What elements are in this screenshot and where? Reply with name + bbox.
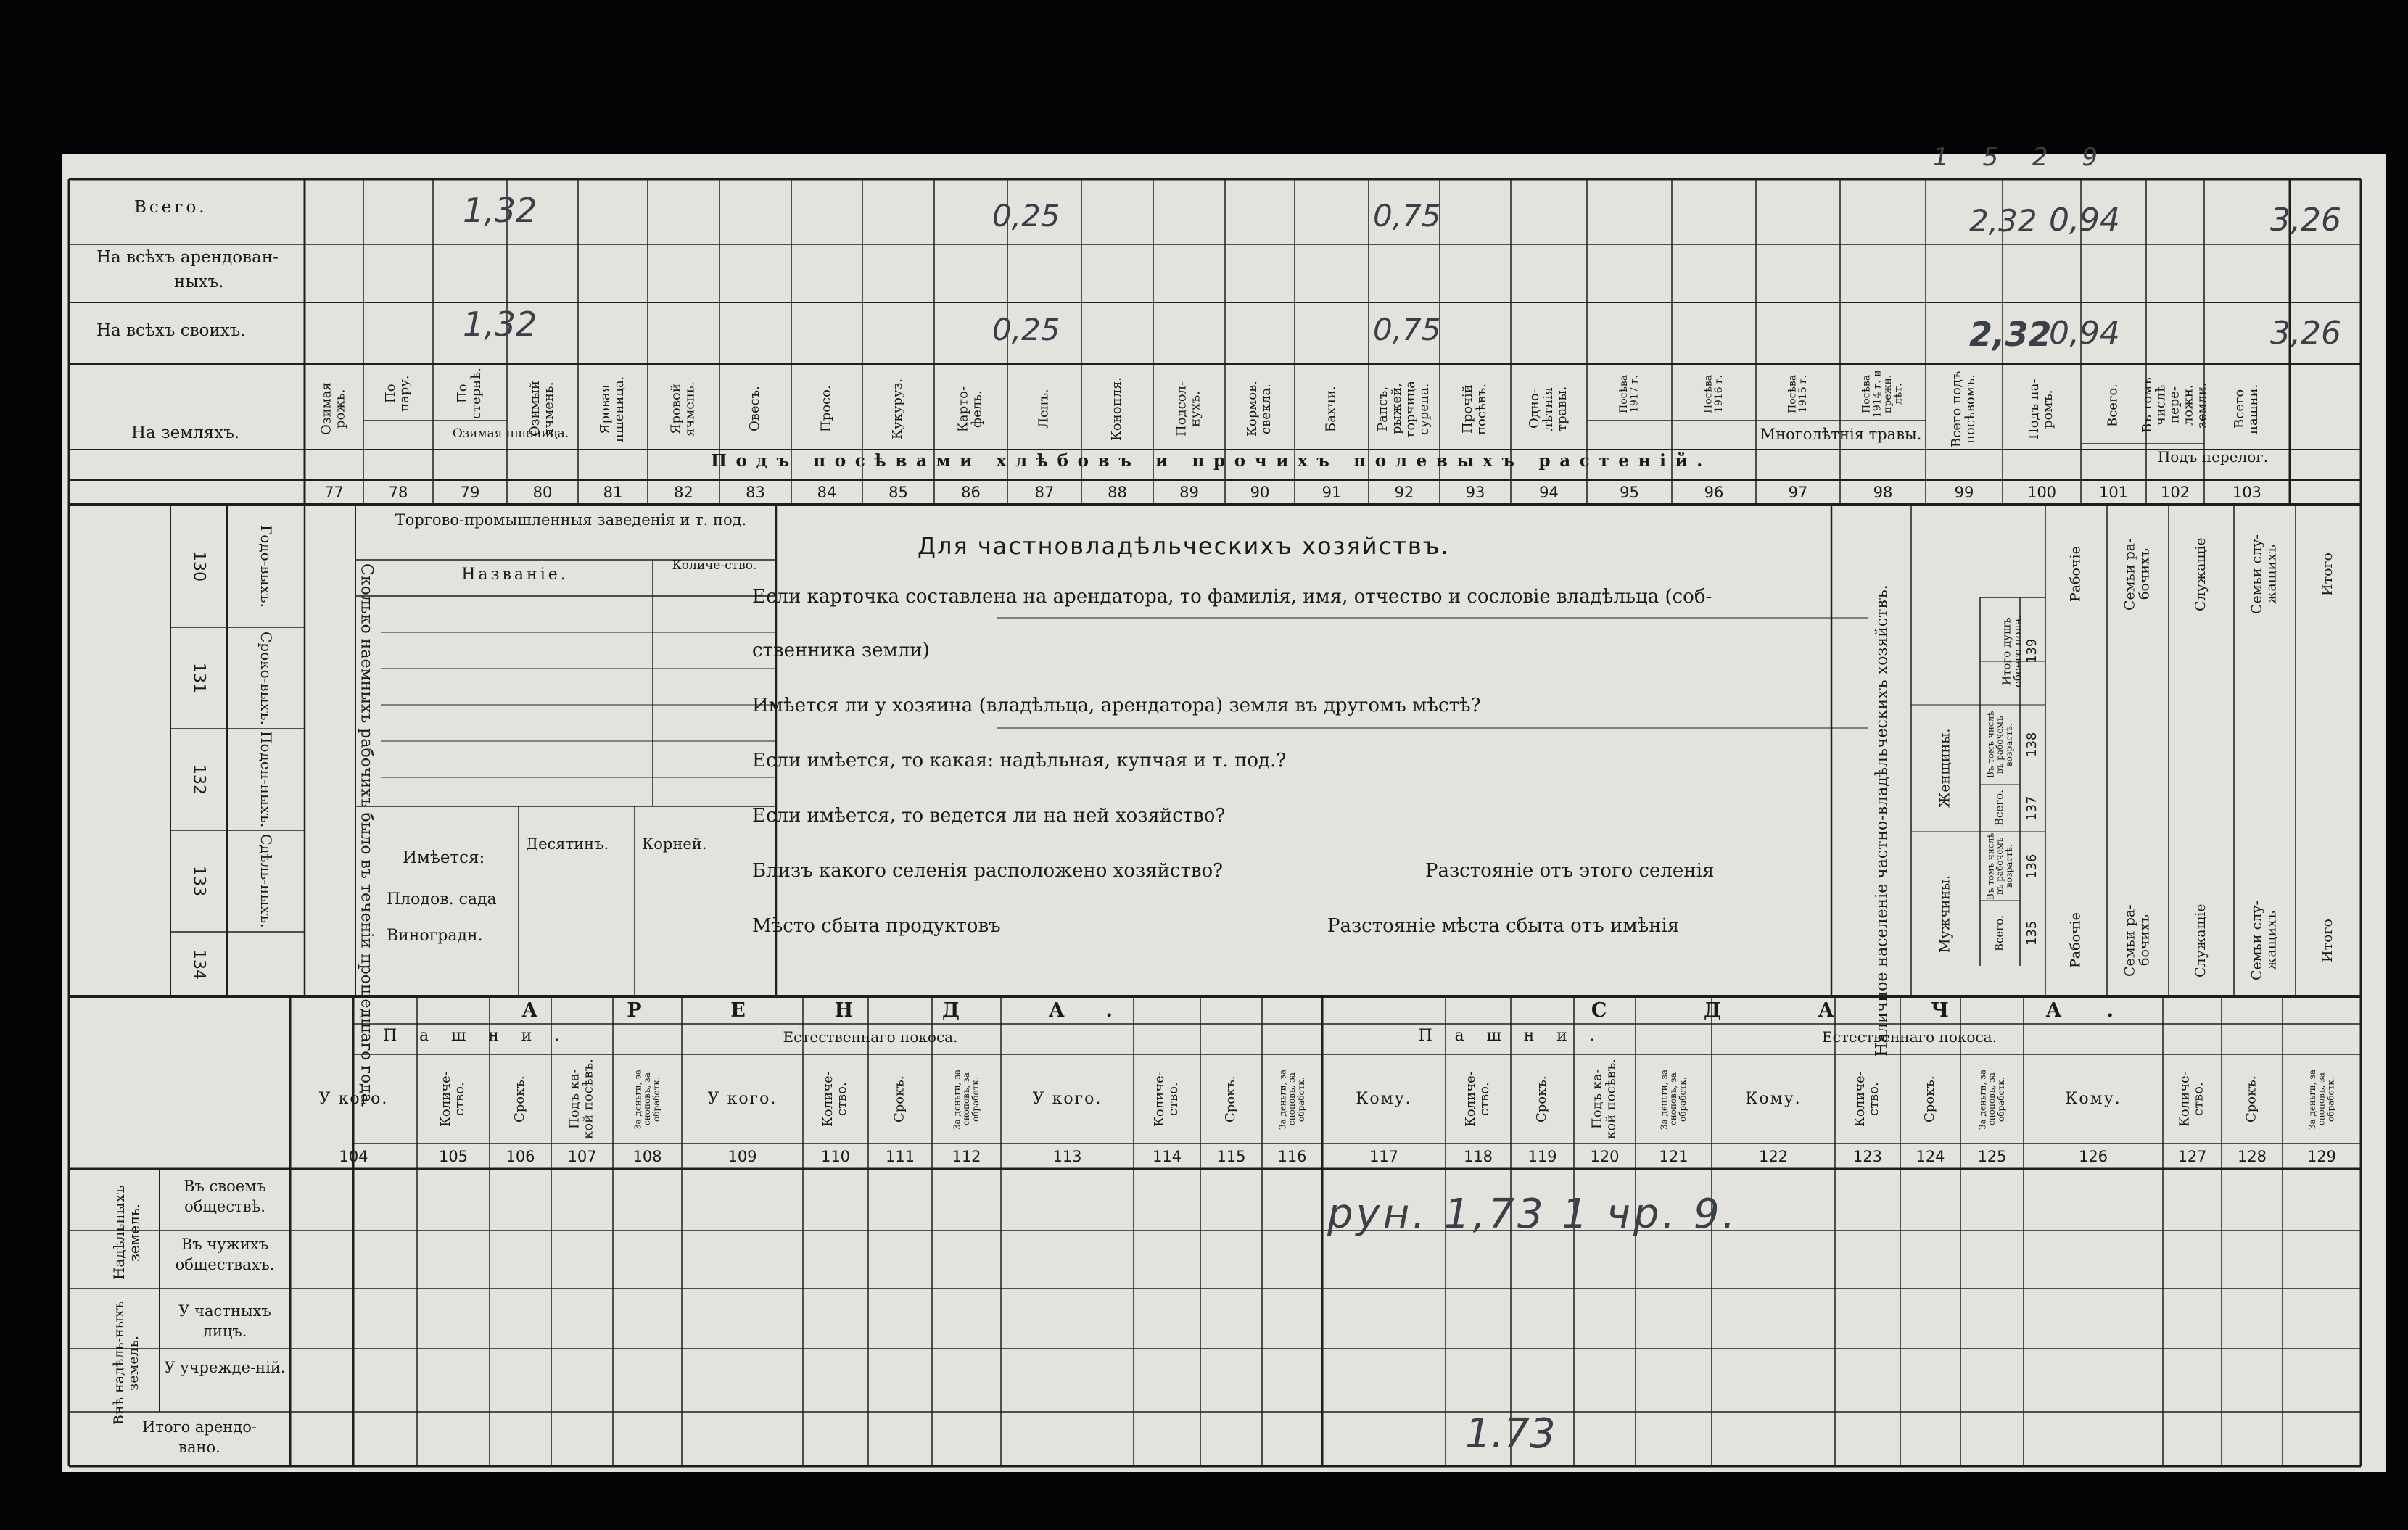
column-number: 99 — [1954, 484, 1974, 501]
lease-column-number: 106 — [506, 1148, 535, 1165]
lease-column-number: 113 — [1052, 1148, 1082, 1165]
crop-column-header: Овесъ. — [747, 386, 763, 432]
lease-column-number: 126 — [2078, 1148, 2108, 1165]
row-institutions: У учрежде-ній. — [164, 1359, 286, 1376]
private-line-6: Близъ какого селенія расположено хозяйство? — [752, 860, 1224, 882]
column-number: 103 — [2232, 484, 2262, 501]
hired-row-number: 132 — [189, 764, 208, 795]
crop-column-header: Конопля. — [1109, 376, 1125, 442]
pop-column-number: 136 — [2024, 853, 2040, 879]
private-line-8: Мѣсто сбыта продуктовъ — [752, 915, 1001, 937]
row-label-rented: На всѣхъ арендован- — [96, 248, 279, 267]
crop-column-header: По пару. — [383, 375, 412, 413]
crop-column-header: По стернѣ. — [455, 368, 484, 420]
private-line-3: Имѣется ли у хозяина (владѣльца, арендатора) земля въ другомъ мѣстѣ? — [752, 695, 1481, 716]
pop-column-number: 138 — [2024, 732, 2040, 758]
hired-row-label — [227, 932, 305, 996]
column-number: 95 — [1620, 484, 1639, 501]
hired-row-label: Поден-ныхъ. — [257, 731, 275, 828]
crop-column-header: Прочій посѣвъ. — [1460, 383, 1489, 435]
lease-column-header: Срокъ. — [1223, 1075, 1239, 1123]
hired-row-number: 134 — [189, 948, 208, 980]
row-other-society: Въ чужихъ обществахъ. — [175, 1236, 275, 1274]
lease-column-number: 127 — [2177, 1148, 2207, 1165]
lease-column-number: 111 — [885, 1148, 915, 1165]
private-line-1: Если карточка составлена на арендатора, то фамилія, имя, отчество и сословіе владѣльца (соб- — [752, 586, 1712, 608]
pop-men-total: Всего. — [1992, 915, 2006, 951]
column-number: 97 — [1788, 484, 1808, 501]
column-number: 86 — [961, 484, 981, 501]
lease-column-number: 109 — [727, 1148, 757, 1165]
crop-column-header: Подъ па-ромъ. — [2026, 379, 2056, 439]
column-number: 93 — [1465, 484, 1485, 501]
private-line-2: ственника земли) — [752, 640, 930, 661]
lease-column-header: У кого. — [707, 1090, 778, 1108]
non-nadel-group-label: Внѣ надѣль-ныхъ земель. — [111, 1301, 141, 1426]
pop-women-total: Всего. — [1992, 790, 2006, 827]
lease-column-number: 120 — [1590, 1148, 1620, 1165]
column-number: 87 — [1034, 484, 1055, 501]
staff-column-header: Семьи ра-бочихъ — [2122, 538, 2153, 611]
arenda-title: А Р Е Н Д А. — [521, 999, 1154, 1022]
staff-column-header: Семьи слу-жащихъ — [2248, 534, 2280, 614]
handwritten-sown-total: 2,32 — [1969, 203, 2037, 239]
staff-column-header: Служащіе — [2193, 903, 2209, 977]
row-own-society: Въ своемъ обществѣ. — [184, 1178, 266, 1216]
trade-vineyard: Виноградн. — [387, 927, 483, 945]
lease-column-number: 117 — [1369, 1148, 1399, 1165]
pop-column-number: 137 — [2024, 795, 2040, 821]
pop-men-workers: Въ томъ числѣ въ рабочемъ возрастѣ. — [1985, 832, 2014, 900]
population-label: Наличное населеніе частно-владѣльческихъ хозяйствъ. — [1873, 584, 1892, 1057]
handwritten-arable-own: 3,26 — [2270, 315, 2341, 352]
column-number: 78 — [388, 484, 408, 501]
handwritten-fallow-total: 0,94 — [2049, 202, 2120, 239]
lease-column-header: Кому. — [1356, 1090, 1412, 1108]
lease-column-header: У кого. — [1032, 1090, 1102, 1108]
lease-column-header: За деньги, за сноповъ, за обработк. — [1977, 1069, 2006, 1130]
staff-column-header: Рабочіе — [2067, 912, 2084, 969]
column-number: 96 — [1704, 484, 1724, 501]
nadel-group-label: Надѣльныхъ земель. — [110, 1185, 143, 1281]
crop-column-header: Посѣва 1917 г. — [1617, 374, 1641, 413]
lease-column-header: У кого. — [318, 1090, 389, 1108]
crop-column-header: Кукуруз. — [890, 379, 906, 440]
lease-column-header: Кому. — [2065, 1090, 2122, 1108]
handwritten-arable-total: 3,26 — [2270, 202, 2341, 239]
column-number: 81 — [603, 484, 623, 501]
lease-column-header: За деньги, за сноповъ, за обработк. — [1277, 1069, 1306, 1130]
lease-column-number: 108 — [632, 1148, 662, 1165]
group-label-fallow: Подъ перелог. — [2157, 448, 2269, 466]
private-line-4: Если имѣется, то какая: надѣльная, купчая и т. под.? — [752, 750, 1287, 772]
staff-column-header: Рабочіе — [2067, 546, 2084, 603]
crop-column-header: Бахчи. — [1323, 386, 1339, 432]
lease-column-number: 115 — [1216, 1148, 1246, 1165]
column-number: 80 — [532, 484, 553, 501]
lease-column-number: 110 — [820, 1148, 851, 1165]
handwritten-total-value: 1.73 — [1465, 1410, 1556, 1457]
crop-column-header: Всего подъ посѣвомъ. — [1949, 371, 1978, 447]
hired-workers-label: Сколько наемныхъ рабочихъ было въ теченіи прошедшаго года. — [357, 563, 376, 1108]
group-label-under-crops: Подъ посѣвами хлѣбовъ и прочихъ полевыхъ растеній. — [711, 451, 1712, 471]
census-card — [62, 143, 2386, 1472]
handwritten-row-value: рун. 1,73 1 чр. 9. — [1327, 1191, 1739, 1238]
crop-column-header: Яровая пшеница. — [598, 376, 627, 442]
crop-column-header: Кормов. свекла. — [1245, 381, 1274, 437]
crop-column-header: Карто-фель. — [955, 386, 985, 432]
lease-column-number: 125 — [1977, 1148, 2007, 1165]
trade-has-label: Имѣется: — [403, 848, 485, 867]
staff-column-header: Итого — [2320, 919, 2336, 962]
handwritten-melon-total: 0,75 — [1373, 198, 1441, 233]
hired-row-label: Сроко-выхъ. — [257, 631, 275, 725]
private-line-5: Если имѣется, то ведется ли на ней хозяйство? — [752, 805, 1226, 827]
lease-column-number: 112 — [952, 1148, 981, 1165]
group-label-perennial: Многолѣтнія травы. — [1760, 426, 1922, 443]
lease-column-number: 104 — [339, 1148, 368, 1165]
column-number: 82 — [674, 484, 693, 501]
lease-column-header: Количе-ство. — [1152, 1071, 1181, 1128]
trade-orchard: Плодов. сада — [387, 890, 497, 909]
column-number: 77 — [324, 484, 344, 501]
pop-men: Мужчины. — [1937, 874, 1953, 954]
lease-column-header: За деньги, за сноповъ, за обработк. — [632, 1069, 661, 1130]
crop-column-header: Всего пашни. — [2232, 384, 2261, 434]
handwritten-rye-own: 1,32 — [463, 305, 537, 344]
row-label-land: На земляхъ. — [131, 423, 240, 442]
lease-column-number: 124 — [1916, 1148, 1945, 1165]
crop-column-header: Посѣва 1915 г. — [1786, 374, 1809, 413]
pop-women: Женщины. — [1937, 728, 1953, 809]
lease-column-header: Кому. — [1745, 1090, 1802, 1108]
lease-column-header: Срокъ. — [891, 1075, 907, 1123]
lease-column-number: 107 — [567, 1148, 597, 1165]
lease-column-header: Количе-ство. — [2177, 1071, 2206, 1128]
crop-column-header: Въ томъ числѣ пере-ложн. земли. — [2139, 377, 2210, 434]
trade-name-header: Названіе. — [461, 566, 569, 584]
hired-row-number: 133 — [189, 866, 208, 896]
crop-column-header: Одно-лѣтнія травы. — [1527, 386, 1570, 432]
lease-column-number: 128 — [2237, 1148, 2267, 1165]
sdacha-arable: Пашни. — [1418, 1027, 1617, 1045]
pop-column-number: 139 — [2024, 638, 2040, 664]
crop-column-header: Ленъ. — [1036, 389, 1052, 429]
lease-column-header: За деньги, за сноповъ, за обработк. — [1659, 1069, 1688, 1130]
pop-total-souls: Итого душъ обоего пола. — [2000, 615, 2024, 687]
lease-column-number: 123 — [1852, 1148, 1883, 1165]
column-number: 94 — [1539, 484, 1559, 501]
lease-column-header: Срокъ. — [1922, 1075, 1938, 1123]
lease-column-number: 121 — [1659, 1148, 1689, 1165]
staff-column-header: Семьи ра-бочихъ — [2122, 904, 2153, 977]
staff-column-header: Служащіе — [2193, 537, 2209, 611]
row-label-own: На всѣхъ своихъ. — [96, 321, 246, 340]
private-title: Для частновладѣльческихъ хозяйствъ. — [918, 532, 1450, 560]
private-line-7: Разстояніе отъ этого селенія — [1425, 860, 1715, 882]
trade-roots: Корней. — [642, 835, 707, 853]
lease-column-number: 119 — [1527, 1148, 1557, 1165]
column-number: 85 — [888, 484, 908, 501]
lease-column-number: 118 — [1463, 1148, 1493, 1165]
trade-dessiatin: Десятинъ. — [526, 835, 609, 853]
lease-column-number: 114 — [1152, 1148, 1182, 1165]
column-number: 84 — [817, 484, 837, 501]
column-number: 89 — [1179, 484, 1199, 501]
staff-column-header: Семьи слу-жащихъ — [2248, 901, 2280, 980]
handwritten-melon-own: 0,75 — [1373, 312, 1441, 347]
column-number: 90 — [1250, 484, 1270, 501]
lease-column-number: 116 — [1277, 1148, 1307, 1165]
hired-row-label: Сдѣль-ныхъ. — [257, 834, 275, 928]
lease-column-number: 105 — [438, 1148, 469, 1165]
crop-column-header: Озимая рожь. — [318, 382, 348, 436]
arenda-arable: Пашни. — [383, 1027, 582, 1045]
staff-column-header: Итого — [2320, 553, 2336, 596]
lease-column-header: Количе-ство. — [438, 1071, 467, 1128]
crop-column-header: Яровой ячмень. — [668, 381, 698, 437]
lease-column-header: Подъ ка-кой посѣвъ. — [566, 1059, 596, 1140]
crop-column-header: Посѣва 1914 г. и прежн. лѣт. — [1860, 370, 1905, 418]
row-label-rented-2: ныхъ. — [174, 273, 224, 291]
group-label-winter-wheat: Озимая пшеница. — [452, 426, 569, 441]
handwritten-potato-own: 0,25 — [992, 312, 1060, 347]
column-number: 100 — [2026, 484, 2057, 501]
lease-column-header: Срокъ. — [1534, 1075, 1550, 1123]
handwritten-fallow-own: 0,94 — [2049, 315, 2120, 352]
handwritten-sown-own: 2,32 — [1969, 315, 2052, 354]
column-number: 101 — [2098, 484, 2129, 501]
crop-column-header: Рапсъ, рыжей, горчица сурепа. — [1375, 381, 1432, 437]
crop-column-header: Всего. — [2105, 384, 2121, 427]
column-number: 92 — [1394, 484, 1414, 501]
lease-column-number: 122 — [1758, 1148, 1789, 1165]
crop-column-header: Подсол-нухъ. — [1174, 381, 1203, 437]
sdacha-title: С Д А Ч А. — [1591, 999, 2159, 1022]
column-number: 98 — [1873, 484, 1893, 501]
crop-column-header: Просо. — [818, 385, 834, 433]
column-number: 91 — [1321, 484, 1342, 501]
lease-column-header: За деньги, за сноповъ, за обработк. — [952, 1069, 981, 1130]
row-total-rented: Итого арендо-вано. — [142, 1418, 257, 1457]
hired-row-label: Годо-выхъ. — [257, 524, 275, 608]
column-number: 83 — [746, 484, 765, 501]
handwritten-potato-total: 0,25 — [992, 198, 1060, 233]
private-line-9: Разстояніе мѣста сбыта отъ имѣнія — [1327, 915, 1680, 937]
crop-column-header: Озимый ячмень. — [527, 381, 556, 437]
sdacha-hay: Естественнаго покоса. — [1822, 1028, 1997, 1046]
hired-row-number: 130 — [189, 550, 208, 582]
column-number: 79 — [460, 484, 480, 501]
lease-column-header: Срокъ. — [2243, 1075, 2259, 1123]
row-label-total: Всего. — [134, 198, 207, 217]
handwritten-rye-total: 1,32 — [463, 191, 537, 230]
arenda-hay: Естественнаго покоса. — [783, 1028, 958, 1046]
handwritten-top-strip: 1 5 2 9 — [1933, 143, 2111, 172]
crop-column-header: Посѣва 1916 г. — [1702, 374, 1725, 413]
lease-column-header: Срокъ. — [512, 1075, 528, 1123]
pop-women-workers: Въ томъ числѣ въ рабочемъ возрастѣ. — [1985, 711, 2014, 779]
lease-column-header: Количе-ство. — [1463, 1071, 1492, 1128]
lease-column-header: Количе-ство. — [820, 1071, 849, 1128]
column-number: 102 — [2160, 484, 2190, 501]
lease-column-number: 129 — [2306, 1148, 2337, 1165]
lease-column-header: Подъ ка-кой посѣвъ. — [1589, 1059, 1619, 1140]
trade-title: Торгово-промышленныя заведенія и т. под. — [395, 511, 747, 529]
lease-column-header: За деньги, за сноповъ, за обработк. — [2307, 1069, 2336, 1130]
trade-qty-header: Количе-ство. — [672, 558, 757, 573]
hired-row-number: 131 — [189, 663, 208, 693]
pop-column-number: 135 — [2024, 920, 2040, 946]
lease-column-header: Количе-ство. — [1852, 1071, 1881, 1128]
column-number: 88 — [1108, 484, 1127, 501]
row-private-persons: У частныхъ лицъ. — [178, 1302, 271, 1341]
